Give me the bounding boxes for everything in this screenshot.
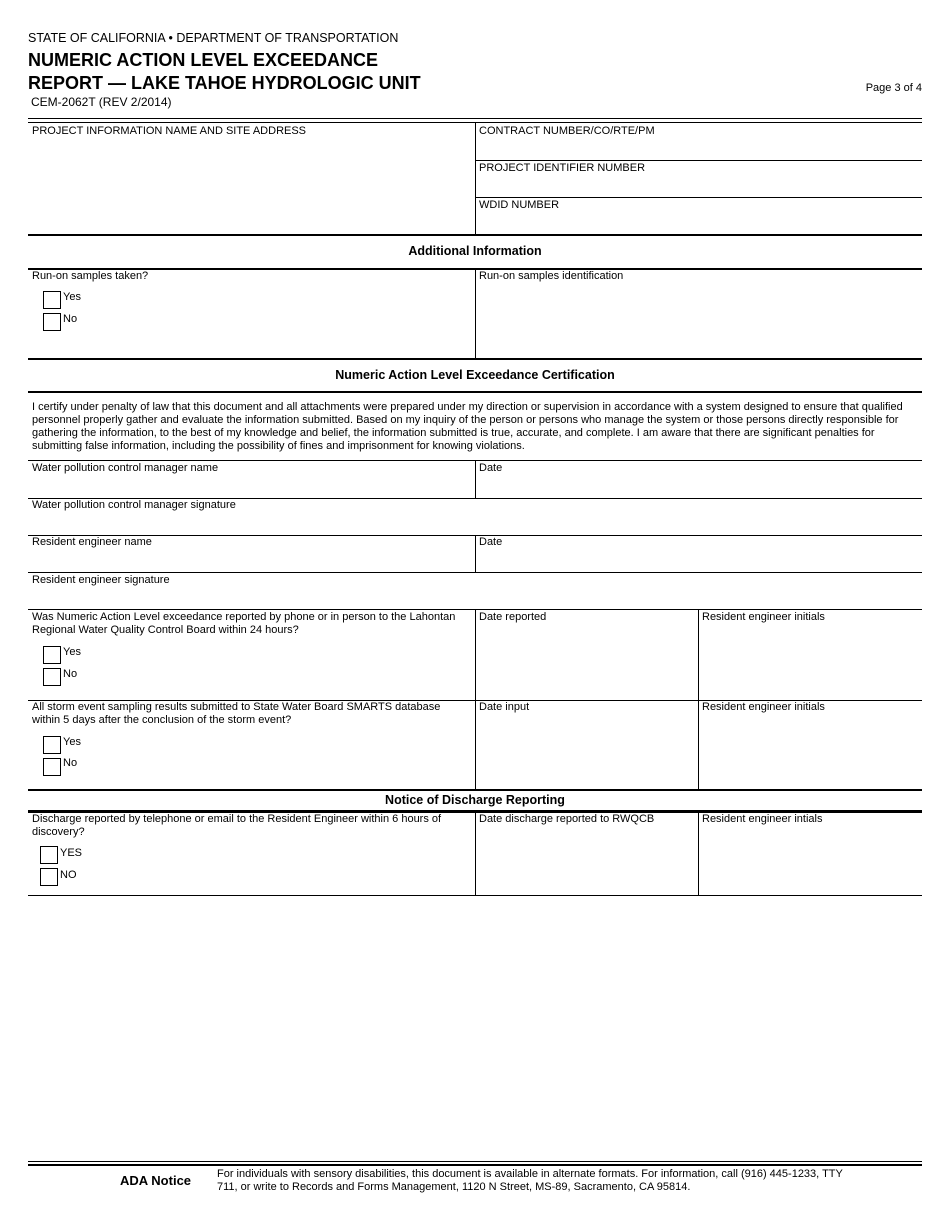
top-rule xyxy=(28,118,922,119)
footer-rule xyxy=(28,1161,922,1162)
wpcm-signature-field[interactable]: Water pollution control manager signature xyxy=(32,499,236,511)
runon-identification-field[interactable]: Run-on samples identification xyxy=(479,270,624,282)
discharge-question: Discharge reported by telephone or email to the Resident Engineer within 6 hours of discovery? xyxy=(32,813,442,838)
divider xyxy=(475,812,476,895)
divider xyxy=(475,160,922,161)
divider xyxy=(698,812,699,895)
smarts-initials-field[interactable]: Resident engineer initials xyxy=(702,701,825,713)
additional-info-heading: Additional Information xyxy=(408,244,542,258)
date-reported-field[interactable]: Date reported xyxy=(479,611,547,623)
footer-rule-inner xyxy=(28,1164,922,1166)
discharge-no-label: NO xyxy=(60,869,77,881)
ada-notice-text: For individuals with sensory disabilities, this document is available in alternate formats. For information, call (916) 445-1233, TTY 711, or write to Records and Forms Management, 1120 N Street, MS-89, Sacramento, CA 95814. xyxy=(217,1168,843,1193)
section-rule xyxy=(28,391,922,393)
runon-yes-label: Yes xyxy=(63,291,81,303)
runon-no-checkbox[interactable] xyxy=(43,313,61,331)
reported-yes-label: Yes xyxy=(63,646,81,658)
form-title-line-1: NUMERIC ACTION LEVEL EXCEEDANCE xyxy=(28,50,379,70)
discharge-yes-label: YES xyxy=(60,847,83,859)
reported-initials-field[interactable]: Resident engineer initials xyxy=(702,611,825,623)
reported-question: Was Numeric Action Level exceedance reported by phone or in person to the Lahontan Regional Water Quality Control Board within 24 hours? xyxy=(32,611,456,636)
divider xyxy=(475,609,476,789)
runon-no-label: No xyxy=(63,313,78,325)
discharge-yes-checkbox[interactable] xyxy=(40,846,58,864)
project-identifier-field[interactable]: PROJECT IDENTIFIER NUMBER xyxy=(479,162,646,174)
ada-notice-title: ADA Notice xyxy=(120,1173,192,1188)
page-number: Page 3 of 4 xyxy=(865,82,922,94)
reported-yes-checkbox[interactable] xyxy=(43,646,61,664)
re-name-field[interactable]: Resident engineer name xyxy=(32,536,152,548)
smarts-no-label: No xyxy=(63,757,78,769)
divider xyxy=(475,197,922,198)
smarts-yes-label: Yes xyxy=(63,736,81,748)
reported-no-checkbox[interactable] xyxy=(43,668,61,686)
divider xyxy=(698,609,699,789)
wpcm-date-field[interactable]: Date xyxy=(479,462,503,474)
reported-no-label: No xyxy=(63,668,78,680)
re-signature-field[interactable]: Resident engineer signature xyxy=(32,574,170,586)
divider xyxy=(28,572,922,573)
divider xyxy=(475,122,476,235)
divider xyxy=(475,535,476,572)
smarts-no-checkbox[interactable] xyxy=(43,758,61,776)
department-header: STATE OF CALIFORNIA • DEPARTMENT OF TRANSPORTATION xyxy=(28,31,399,45)
divider xyxy=(475,269,476,358)
certification-heading: Numeric Action Level Exceedance Certification xyxy=(335,368,615,382)
discharge-no-checkbox[interactable] xyxy=(40,868,58,886)
runon-question: Run-on samples taken? xyxy=(32,270,149,282)
divider xyxy=(475,460,476,498)
contract-number-field[interactable]: CONTRACT NUMBER/CO/RTE/PM xyxy=(479,125,655,137)
discharge-heading: Notice of Discharge Reporting xyxy=(385,793,565,807)
wpcm-name-field[interactable]: Water pollution control manager name xyxy=(32,462,219,474)
certification-statement: I certify under penalty of law that this document and all attachments were prepared under my direction or supervision in accordance with a system designed to ensure that qualified personnel properly gather and evaluate the information submitted. Based on my inquiry of the person or persons who manage the system or those persons directly responsible for gathering the information, to the best of my knowledge and belief, the information submitted is true, accurate, and complete. I am aware that there are significant penalties for submitting false information, including the possibility of fines and imprisonment for knowing violations. xyxy=(32,401,903,452)
form-number: CEM-2062T (REV 2/2014) xyxy=(31,95,172,109)
section-rule xyxy=(28,789,922,791)
date-input-field[interactable]: Date input xyxy=(479,701,530,713)
discharge-initials-field[interactable]: Resident engineer intials xyxy=(702,813,823,825)
bottom-rule xyxy=(28,895,922,896)
runon-yes-checkbox[interactable] xyxy=(43,291,61,309)
form-title-line-2: REPORT — LAKE TAHOE HYDROLOGIC UNIT xyxy=(28,73,421,93)
wdid-number-field[interactable]: WDID NUMBER xyxy=(479,199,560,211)
section-rule xyxy=(28,234,922,236)
section-rule xyxy=(28,358,922,360)
project-name-address-field[interactable]: PROJECT INFORMATION NAME AND SITE ADDRESS xyxy=(32,125,307,137)
re-date-field[interactable]: Date xyxy=(479,536,503,548)
smarts-question: All storm event sampling results submitted to State Water Board SMARTS database within 5 days after the conclusion of the storm event? xyxy=(32,701,441,726)
smarts-yes-checkbox[interactable] xyxy=(43,736,61,754)
discharge-date-field[interactable]: Date discharge reported to RWQCB xyxy=(479,813,655,825)
